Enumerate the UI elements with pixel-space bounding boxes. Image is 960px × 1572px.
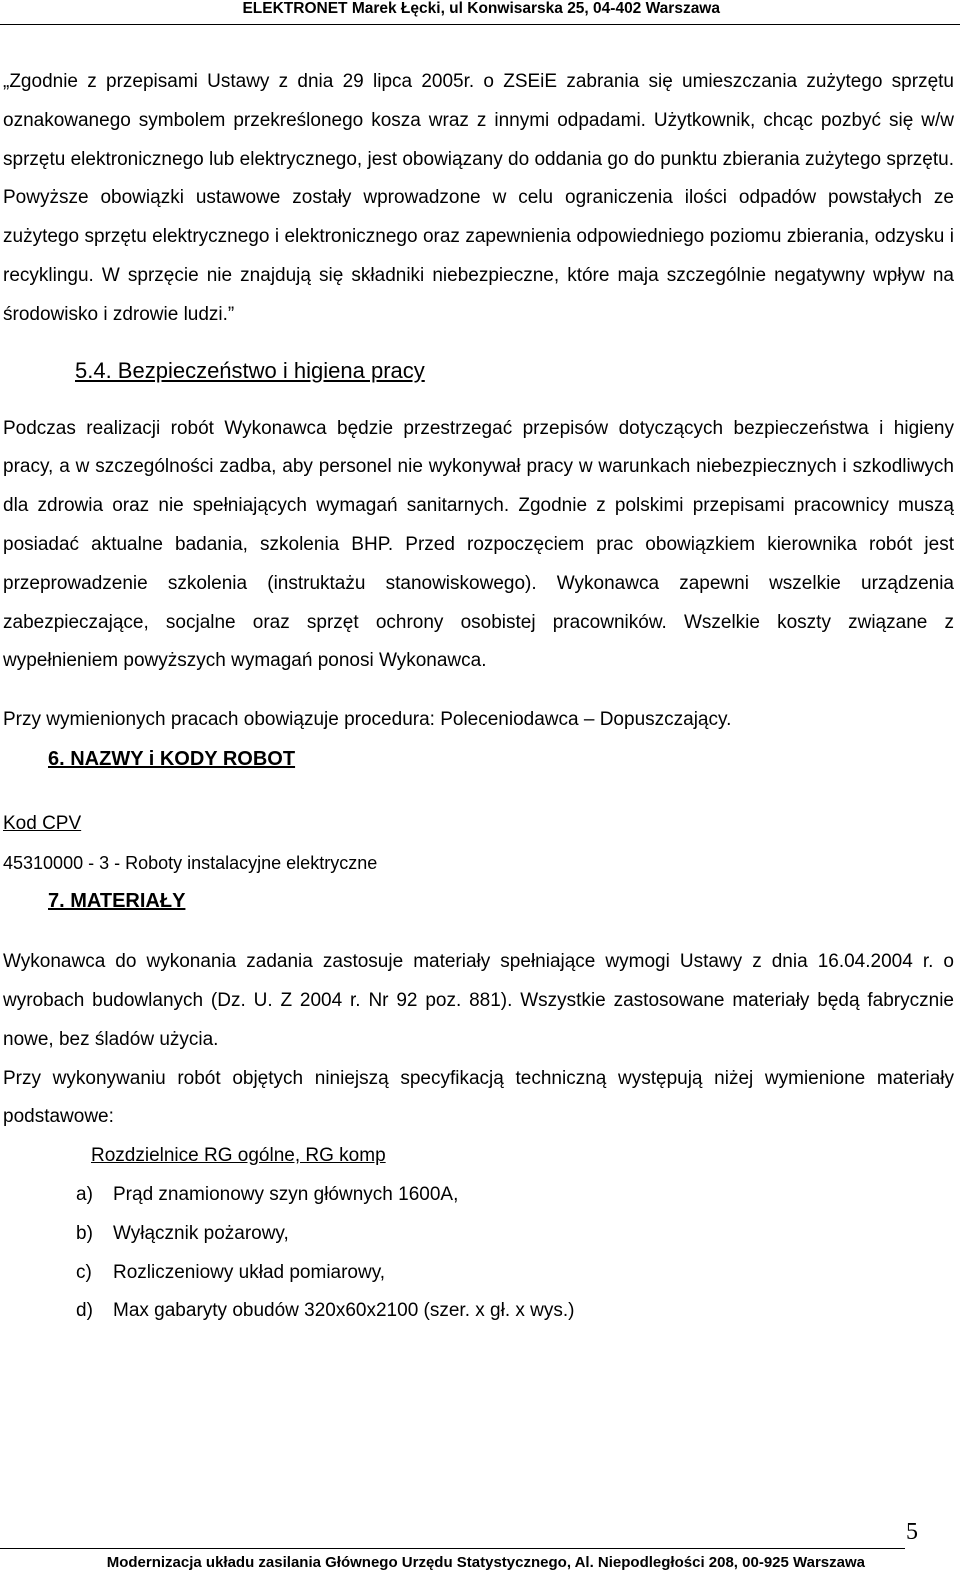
list-item-text: Wyłącznik pożarowy, [113,1222,289,1244]
list-marker: c) [76,1261,92,1283]
section-heading-6: 6. NAZWY i KODY ROBOT [48,747,296,770]
header-company-info: ELEKTRONET Marek Łęcki, ul Konwisarska 25, 04-402 Warszawa [242,0,720,17]
list-marker: b) [76,1222,93,1244]
paragraph-materials-list-intro: Przy wykonywaniu robót objętych niniejszą specyfikacją techniczną występują niżej wymienione materiały podstawowe: [3,1067,954,1128]
paragraph-materials: Wykonawca do wykonania zadania zastosuje materiały spełniające wymogi Ustawy z dnia 16.04.2004 r. o wyrobach budowlanych (Dz. U. Z 2004 r. Nr 92 poz. 881). Wszystkie zastosowane materiały będą fabrycznie nowe, bez śladów użycia. [3,951,954,1050]
page-header [0,0,960,30]
paragraph-health-safety: Podczas realizacji robót Wykonawca będzie przestrzegać przepisów dotyczących bezpieczeństwa i higieny pracy, a w szczególności zadba, aby personel nie wykonywał pracy w warunkach niebezpiecznych i szkodliwych dla zdrowia oraz nie spełniających wymagań sanitarnych. Zgodnie z polskimi przepisami pracownicy muszą posiadać aktualne badania, szkolenia BHP. Przed rozpoczęciem prac obowiązkiem kierownika robót jest przeprowadzenie szkolenia (instruktażu stanowiskowego). Wykonawca zapewni wszelkie urządzenia zabezpieczające, socjalne oraz sprzęt ochrony osobistej pracowników. Wszelkie koszty związane z wypełnieniem powyższych wymagań ponosi Wykonawca. [3,417,954,672]
materials-list [3,1176,954,1331]
subheading-switchboards: Rozdzielnice RG ogólne, RG komp [91,1145,386,1167]
footer-divider [0,1548,905,1549]
list-item-text: Prąd znamionowy szyn głównych 1600A, [113,1183,459,1205]
list-marker: d) [76,1300,93,1322]
list-item-text: Max gabaryty obudów 320x60x2100 (szer. x gł. x wys.) [113,1300,575,1322]
page-number: 5 [906,1519,918,1545]
list-item-text: Rozliczeniowy układ pomiarowy, [113,1261,386,1283]
section-heading-7: 7. MATERIAŁY [48,890,186,913]
cpv-label: Kod CPV [3,812,82,834]
list-item [76,1292,954,1331]
paragraph-procedure: Przy wymienionych pracach obowiązuje procedura: Poleceniodawca – Dopuszczający. [3,709,732,731]
page-footer [0,1505,960,1571]
list-item [76,1215,954,1254]
document-body [3,63,954,1331]
section-heading-5-4: 5.4. Bezpieczeństwo i higiena pracy [75,357,425,383]
footer-project-info: Modernizacja układu zasilania Głównego Urzędu Statystycznego, Al. Niepodległości 208, 00-925 Warszawa [106,1554,865,1571]
header-divider [0,24,960,25]
list-item [76,1176,954,1215]
list-item [76,1254,954,1293]
list-marker: a) [76,1183,93,1205]
paragraph-waste-disposal: „Zgodnie z przepisami Ustawy z dnia 29 lipca 2005r. o ZSEiE zabrania się umieszczania zużytego sprzętu oznakowanego symbolem przekreślonego kosza wraz z innymi odpadami. Użytkownik, chcąc pozbyć się w/w sprzętu elektronicznego lub elektrycznego, jest obowiązany do oddania go do punktu zbierania zużytego sprzętu. Powyższe obowiązki ustawowe zostały wprowadzone w celu ograniczenia ilości odpadów powstałych ze zużytego sprzętu elektrycznego i elektronicznego oraz zapewnienia odpowiedniego poziomu zbierania, odzysku i recyklingu. W sprzęcie nie znajdują się składniki niebezpieczne, które maja szczególnie negatywny wpływ na środowisko i zdrowie ludzi.” [3,71,954,325]
cpv-code: 45310000 - 3 - Roboty instalacyjne elektryczne [3,852,378,873]
